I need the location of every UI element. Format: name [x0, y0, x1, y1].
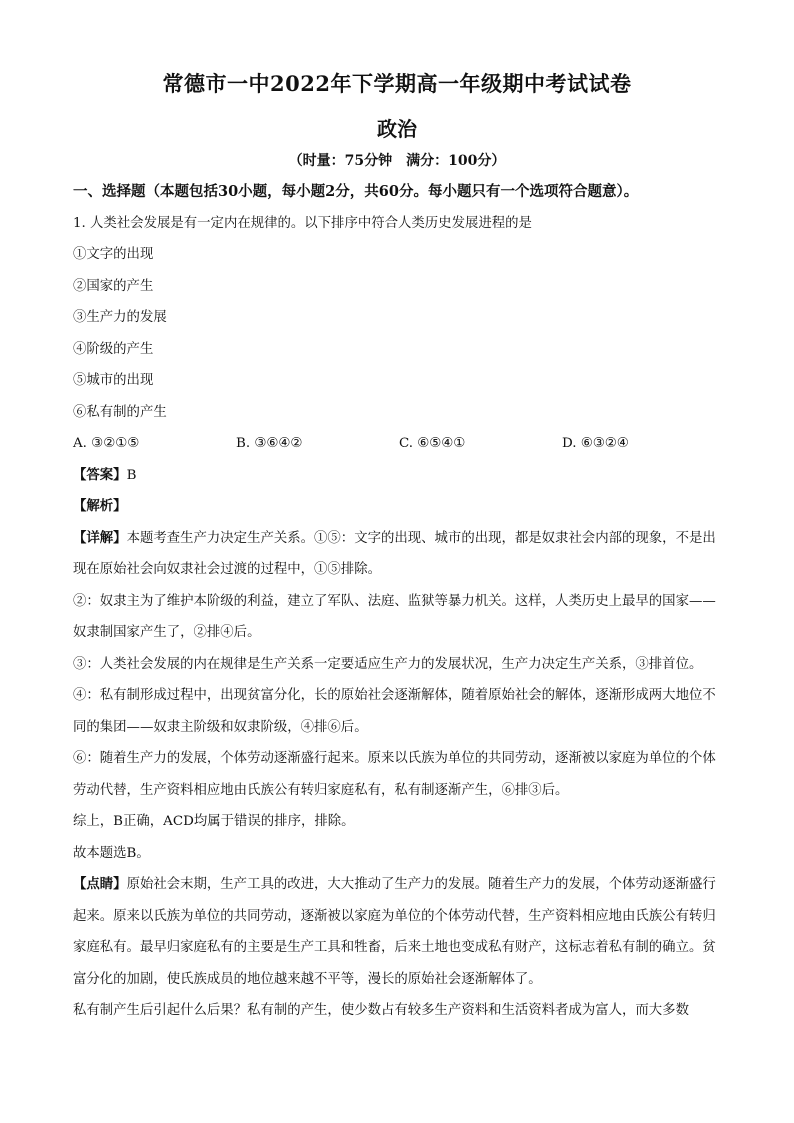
answer-tag: 【答案】 — [73, 466, 127, 483]
exam-meta: （时量：75分钟 满分：100分） — [288, 153, 506, 169]
detail-paragraph — [73, 523, 725, 586]
detail-paragraph: ⑥：随着生产力的发展，个体劳动逐渐盛行起来。原来以氏族为单位的共同劳动，逐渐被以家庭为单位的个体劳动代替，生产资料相应地由氏族公有转归家庭私有，私有制逐渐产生，⑥排③后。 — [73, 751, 716, 798]
tip-tag: 【点睛】 — [73, 876, 127, 892]
question-item: ④阶级的产生 — [73, 341, 154, 357]
option-c: C. ⑥⑤④① — [399, 436, 466, 451]
detail-text: 本题考查生产力决定生产关系。①⑤：文字的出现、城市的出现，都是奴隶社会内部的现象，不是出现在原始社会向奴隶社会过渡的过程中，①⑤排除。 — [73, 530, 716, 577]
section-heading: 一、选择题（本题包括30小题，每小题2分，共60分。每小题只有一个选项符合题意）。 — [73, 183, 639, 200]
question-options — [73, 428, 725, 460]
analysis-line — [73, 491, 725, 523]
question-item: ②国家的产生 — [73, 278, 154, 294]
tip-paragraph — [73, 869, 725, 995]
detail-paragraph: ③：人类社会发展的内在规律是生产关系一定要适应生产力的发展状况，生产力决定生产关系，③排首位。 — [73, 656, 703, 672]
analysis-tag: 【解析】 — [73, 498, 127, 514]
detail-tag: 【详解】 — [73, 529, 127, 546]
tip-paragraph: 私有制产生后引起什么后果？私有制的产生，使少数占有较多生产资料和生活资料者成为富人，而大多数 — [73, 1003, 689, 1018]
question-item: ⑥私有制的产生 — [73, 404, 167, 420]
detail-paragraph: ④：私有制形成过程中，出现贫富分化，长的原始社会逐渐解体，随着原始社会的解体，逐渐形成两大地位不同的集团——奴隶主阶级和奴隶阶级，④排⑥后。 — [73, 688, 716, 735]
summary-line: 综上，B正确，ACD均属于错误的排序，排除。 — [73, 814, 355, 829]
answer-value: B — [126, 467, 137, 483]
detail-paragraph: ②：奴隶主为了维护本阶级的利益，建立了军队、法庭、监狱等暴力机关。这样，人类历史上最早的国家——奴隶制国家产生了，②排④后。 — [73, 593, 716, 640]
answer-line — [73, 460, 725, 492]
exam-content — [73, 176, 725, 1027]
question-stem: 1. 人类社会发展是有一定内在规律的。以下排序中符合人类历史发展进程的是 — [73, 215, 532, 231]
tip-text: 原始社会末期，生产工具的改进，大大推动了生产力的发展。随着生产力的发展，个体劳动逐渐盛行起来。原来以氏族为单位的共同劳动，逐渐被以家庭为单位的个体劳动代替，生产资料相应地由氏族公有转归家庭私有。最早归家庭私有的主要是生产工具和牲畜，后来土地也变成私有财产，这标志着私有制的确立。贫富分化的加剧，使氏族成员的地位越来越不平等，漫长的原始社会逐渐解体了。 — [73, 877, 716, 987]
question-item: ⑤城市的出现 — [73, 373, 154, 388]
option-b: B. ③⑥④② — [236, 436, 303, 451]
option-d: D. ⑥③②④ — [562, 436, 629, 451]
question-item: ①文字的出现 — [73, 247, 154, 262]
question-item: ③生产力的发展 — [73, 310, 167, 325]
exam-title: 常德市一中2022年下学期高一年级期中考试试卷 — [162, 71, 632, 96]
exam-subject: 政治 — [377, 117, 417, 141]
conclusion-line: 故本题选B。 — [73, 845, 150, 861]
option-a: A. ③②①⑤ — [73, 436, 140, 451]
